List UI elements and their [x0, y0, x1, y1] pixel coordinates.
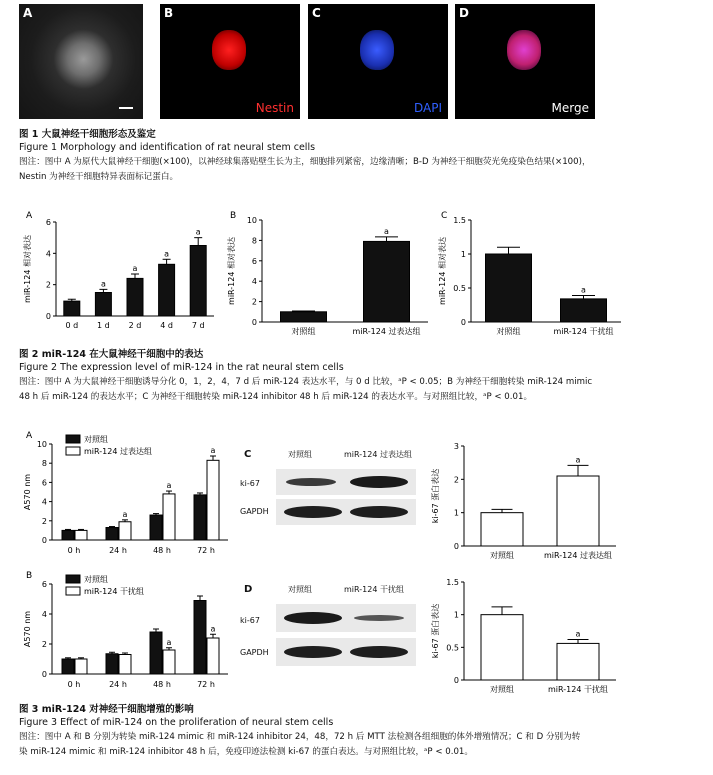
legend-label: 对照组 — [84, 435, 108, 444]
y-tick-label: 8 — [251, 236, 257, 246]
wb-col-label: 对照组 — [288, 450, 312, 459]
y-tick-label: 1 — [460, 250, 466, 259]
significance-mark: a — [384, 226, 389, 236]
figure-1-note-line2: Nestin 为神经干细胞特异表面标记蛋白。 — [19, 172, 179, 182]
bar — [75, 530, 87, 540]
x-tick-label: 72 h — [197, 546, 215, 555]
stain-label-merge: Merge — [551, 101, 589, 115]
figure-3-title: 图 3 miR-124 对神经干细胞增殖的影响 — [19, 704, 194, 715]
panel-letter: C — [312, 6, 321, 20]
chart-3c — [430, 436, 620, 568]
x-tick-label: miR-124 过表达组 — [352, 327, 421, 336]
x-tick-label: 7 d — [191, 321, 205, 330]
y-tick-label: 0 — [460, 318, 466, 327]
figure-2-note-line2: 48 h 后 miR-124 的表达水平；C 为神经干细胞转染 miR-124 inhibitor 48 h 后 miR-124 的表达水平。与对照组比较，ᵃP < 0.01。 — [19, 392, 533, 402]
y-tick-label: 1.5 — [453, 216, 466, 225]
panel-letter: B — [230, 211, 237, 221]
bar — [557, 643, 599, 680]
bar — [159, 264, 175, 316]
figure-3-note-line2: 染 miR-124 mimic 和 miR-124 inhibitor 48 h 后，免疫印迹法检测 ki-67 的蛋白表达。与对照组比较，ᵃP < 0.01。 — [19, 747, 473, 757]
significance-mark: a — [122, 509, 128, 519]
significance-mark: a — [210, 624, 216, 634]
y-tick-label: 2 — [45, 280, 51, 290]
bar — [207, 460, 219, 540]
bar — [486, 254, 532, 322]
y-tick-label: 6 — [41, 580, 47, 589]
significance-mark: a — [575, 629, 581, 639]
panel-letter: B — [26, 571, 33, 581]
significance-mark: a — [581, 285, 586, 295]
x-tick-label: 24 h — [109, 680, 127, 689]
bar — [106, 528, 118, 540]
y-tick-label: 0 — [453, 676, 459, 685]
bar — [150, 632, 162, 674]
bar — [364, 241, 410, 322]
bar — [62, 530, 74, 540]
y-axis-label: ki-67 蛋白表达 — [431, 603, 440, 659]
wb-col-label: miR-124 干扰组 — [344, 585, 404, 594]
figure-2-title-en: Figure 2 The expression level of miR-124 in the rat neural stem cells — [19, 362, 344, 373]
y-tick-label: 6 — [251, 256, 257, 266]
bar — [75, 659, 87, 674]
legend-swatch — [66, 447, 80, 455]
stain-label-dapi: DAPI — [413, 101, 442, 115]
y-tick-label: 0.5 — [453, 284, 466, 293]
bar — [481, 513, 523, 546]
x-tick-label: miR-124 干扰组 — [548, 685, 608, 694]
panel-letter: C — [244, 449, 252, 460]
significance-mark: a — [195, 227, 201, 237]
panel-letter: B — [164, 6, 174, 20]
bar — [150, 515, 162, 540]
y-tick-label: 2 — [453, 475, 459, 485]
y-tick-label: 1.5 — [446, 578, 459, 587]
significance-mark: a — [164, 249, 170, 259]
bar — [561, 299, 607, 322]
bar — [194, 495, 206, 540]
bar — [207, 638, 219, 674]
y-axis-label: A570 nm — [23, 473, 32, 511]
scale-bar — [119, 107, 133, 109]
micrograph-panel-b — [160, 4, 300, 119]
panel-letter: A — [23, 6, 33, 20]
significance-mark: a — [575, 455, 581, 465]
y-tick-label: 2 — [41, 516, 47, 526]
wb-col-label: miR-124 过表达组 — [344, 450, 412, 459]
bar — [163, 494, 175, 540]
bar — [163, 650, 175, 674]
wb-row-label: GAPDH — [240, 507, 269, 516]
y-tick-label: 0.5 — [446, 643, 459, 653]
y-tick-label: 0 — [251, 318, 257, 327]
stain-label-nestin: Nestin — [255, 101, 294, 115]
wb-row-label: ki-67 — [240, 616, 260, 625]
y-axis-label: miR-124 相对表达 — [23, 235, 32, 303]
legend-swatch — [66, 587, 80, 595]
x-tick-label: miR-124 过表达组 — [544, 551, 612, 560]
y-axis-label: A570 nm — [23, 610, 32, 648]
micrograph-panel-a — [19, 4, 143, 119]
micrograph-panel-c — [308, 4, 448, 119]
figure-3-note-line1: 图注：图中 A 和 B 分别为转染 miR-124 mimic 和 miR-124 inhibitor 24，48，72 h 后 MTT 法检测各组细胞的体外增殖情况；C 和 D 分别为转 — [19, 732, 581, 742]
y-tick-label: 0 — [41, 670, 47, 679]
bar — [95, 293, 111, 317]
y-tick-label: 8 — [41, 459, 47, 469]
y-tick-label: 0 — [41, 536, 47, 545]
significance-mark: a — [166, 481, 172, 491]
figure-2-title: 图 2 miR-124 在大鼠神经干细胞中的表达 — [19, 349, 204, 360]
y-tick-label: 1 — [453, 610, 459, 620]
bar — [119, 655, 131, 675]
y-tick-label: 3 — [453, 442, 459, 451]
legend-swatch — [66, 435, 80, 443]
x-tick-label: 2 d — [128, 321, 142, 330]
bar — [194, 601, 206, 675]
x-tick-label: 0 h — [67, 546, 81, 555]
y-tick-label: 6 — [41, 478, 47, 488]
y-axis-label: miR-124 相对表达 — [227, 237, 236, 305]
wb-row-label: GAPDH — [240, 648, 269, 657]
bar — [281, 312, 327, 322]
significance-mark: a — [166, 637, 172, 647]
western-blot-c — [240, 443, 420, 533]
x-tick-label: 48 h — [153, 680, 171, 689]
y-tick-label: 10 — [36, 440, 47, 449]
chart-2a — [22, 208, 218, 340]
x-tick-label: 0 d — [65, 321, 79, 330]
significance-mark: a — [132, 264, 138, 274]
bar — [190, 246, 206, 317]
panel-letter: C — [441, 211, 448, 221]
wb-row-label: ki-67 — [240, 479, 260, 488]
y-tick-label: 1 — [453, 508, 459, 518]
bar — [557, 476, 599, 546]
y-axis-label: miR-124 相对表达 — [438, 237, 447, 305]
y-tick-label: 4 — [251, 277, 257, 287]
bar — [64, 301, 80, 316]
x-tick-label: 24 h — [109, 546, 127, 555]
western-blot-d — [240, 578, 420, 668]
y-axis-label: ki-67 蛋白表达 — [431, 468, 440, 524]
x-tick-label: 0 h — [67, 680, 81, 689]
bar — [127, 278, 143, 316]
chart-2b — [226, 208, 432, 350]
panel-letter: D — [459, 6, 469, 20]
chart-3a — [22, 428, 232, 564]
bar — [62, 659, 74, 674]
bar — [119, 522, 131, 540]
figure-3-title-en: Figure 3 Effect of miR-124 on the proliferation of neural stem cells — [19, 717, 334, 728]
y-tick-label: 2 — [251, 297, 257, 307]
x-tick-label: 对照组 — [496, 327, 521, 336]
x-tick-label: 对照组 — [490, 685, 514, 694]
significance-mark: a — [210, 446, 216, 455]
x-tick-label: 72 h — [197, 680, 215, 689]
x-tick-label: miR-124 干扰组 — [553, 327, 614, 336]
y-tick-label: 0 — [45, 312, 51, 321]
figure-1-title: 图 1 大鼠神经干细胞形态及鉴定 — [19, 129, 156, 140]
y-tick-label: 4 — [41, 610, 47, 619]
panel-letter: D — [244, 584, 253, 595]
y-tick-label: 4 — [41, 497, 47, 507]
y-tick-label: 0 — [453, 542, 459, 551]
chart-2c — [437, 208, 625, 350]
x-tick-label: 对照组 — [291, 327, 316, 336]
y-tick-label: 10 — [246, 216, 257, 225]
chart-3b — [22, 568, 232, 698]
legend-label: miR-124 过表达组 — [84, 447, 152, 456]
figure-2-note-line1: 图注：图中 A 为大鼠神经干细胞诱导分化 0，1，2，4，7 d 后 miR-124 表达水平，与 0 d 比较，ᵃP < 0.05；B 为神经干细胞转染 miR-124 mimic — [19, 377, 593, 387]
y-tick-label: 2 — [41, 640, 47, 649]
bar — [481, 615, 523, 680]
y-tick-label: 6 — [45, 218, 51, 227]
x-tick-label: 1 d — [97, 321, 110, 330]
x-tick-label: 4 d — [160, 321, 173, 330]
panel-letter: A — [26, 211, 33, 221]
wb-col-label: 对照组 — [288, 585, 312, 594]
y-tick-label: 4 — [45, 249, 51, 259]
significance-mark: a — [100, 279, 106, 289]
legend-label: 对照组 — [84, 575, 108, 584]
micrograph-panel-d — [455, 4, 595, 119]
legend-label: miR-124 干扰组 — [84, 587, 144, 596]
x-tick-label: 48 h — [153, 546, 171, 555]
chart-3d — [430, 572, 620, 702]
x-tick-label: 对照组 — [490, 551, 514, 560]
figure-1-title-en: Figure 1 Morphology and identification of rat neural stem cells — [19, 142, 316, 153]
panel-letter: A — [26, 431, 33, 441]
bar — [106, 654, 118, 674]
figure-1-note-line1: 图注：图中 A 为原代大鼠神经干细胞(×100)，以神经球集落贴壁生长为主，细胞排列紧密，边缘清晰；B-D 为神经干细胞荧光免疫染色结果(×100)， — [19, 157, 591, 167]
legend-swatch — [66, 575, 80, 583]
